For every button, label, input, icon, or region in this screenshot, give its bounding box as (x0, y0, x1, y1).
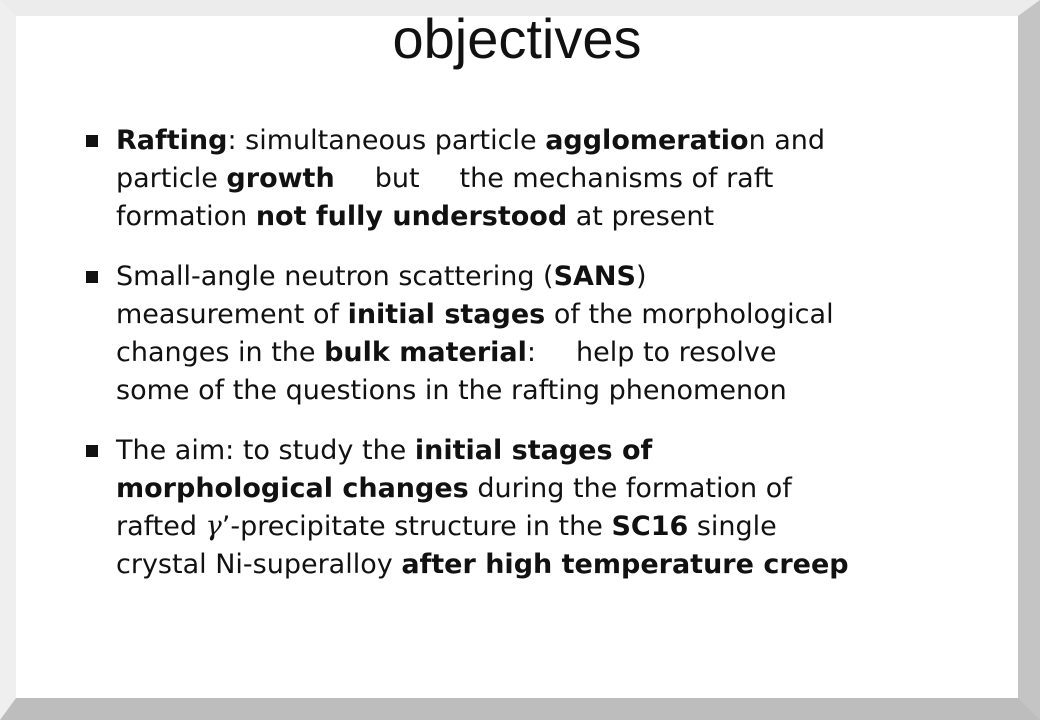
body-text: ) (635, 261, 647, 292)
bullet-line (116, 258, 986, 296)
emphasis-text: initial stages (347, 299, 546, 330)
bullet-line (116, 198, 986, 236)
bullet-line (116, 432, 986, 470)
emphasis-text: agglomeratio (545, 125, 749, 156)
emphasis-text: growth (226, 163, 335, 194)
body-text: rafted (116, 511, 206, 542)
body-text: n and (748, 125, 826, 156)
emphasis-text: morphological changes (116, 473, 469, 504)
square-bullet-icon (86, 135, 98, 147)
body-text: measurement of (116, 299, 348, 330)
emphasis-text: bulk material (324, 337, 527, 368)
body-text: crystal Ni-superalloy (116, 549, 402, 580)
body-text: single (688, 511, 777, 542)
bullet-item (86, 432, 986, 584)
body-text: the mechanisms of raft (459, 163, 774, 194)
body-text: : simultaneous particle (227, 125, 546, 156)
emphasis-text: SC16 (611, 511, 689, 542)
bullet-line (116, 508, 986, 546)
bullet-line (116, 546, 986, 584)
bullet-line (116, 470, 986, 508)
square-bullet-icon (86, 271, 98, 283)
body-text: Small-angle neutron scattering ( (116, 261, 554, 292)
slide-title: objectives (392, 7, 642, 70)
body-text: changes in the (116, 337, 325, 368)
emphasis-text: Rafting (116, 125, 228, 156)
emphasis-text: not fully understood (255, 201, 568, 232)
bullet-line (116, 122, 986, 160)
body-text: help to resolve (576, 337, 777, 368)
square-bullet-icon (86, 445, 98, 457)
bullet-list (86, 122, 986, 606)
bullet-item (86, 258, 986, 410)
body-text: : (526, 337, 536, 368)
body-text: The aim: to study the (116, 435, 415, 466)
body-text: but (374, 163, 420, 194)
body-text: some of the questions in the rafting phenomenon (116, 375, 787, 406)
body-text: particle (116, 163, 227, 194)
body-text: formation (116, 201, 256, 232)
emphasis-text: SANS (553, 261, 636, 292)
body-text: at present (567, 201, 715, 232)
body-text: during the formation of (468, 473, 792, 504)
body-text: of the morphological (545, 299, 834, 330)
bullet-line (116, 296, 986, 334)
bullet-item (86, 122, 986, 236)
body-text: γ (205, 511, 222, 542)
bullet-line (116, 160, 986, 198)
body-text: ’-precipitate structure in the (221, 511, 612, 542)
emphasis-text: after high temperature creep (401, 549, 849, 580)
bullet-line (116, 372, 986, 410)
emphasis-text: initial stages of (414, 435, 653, 466)
bullet-line (116, 334, 986, 372)
